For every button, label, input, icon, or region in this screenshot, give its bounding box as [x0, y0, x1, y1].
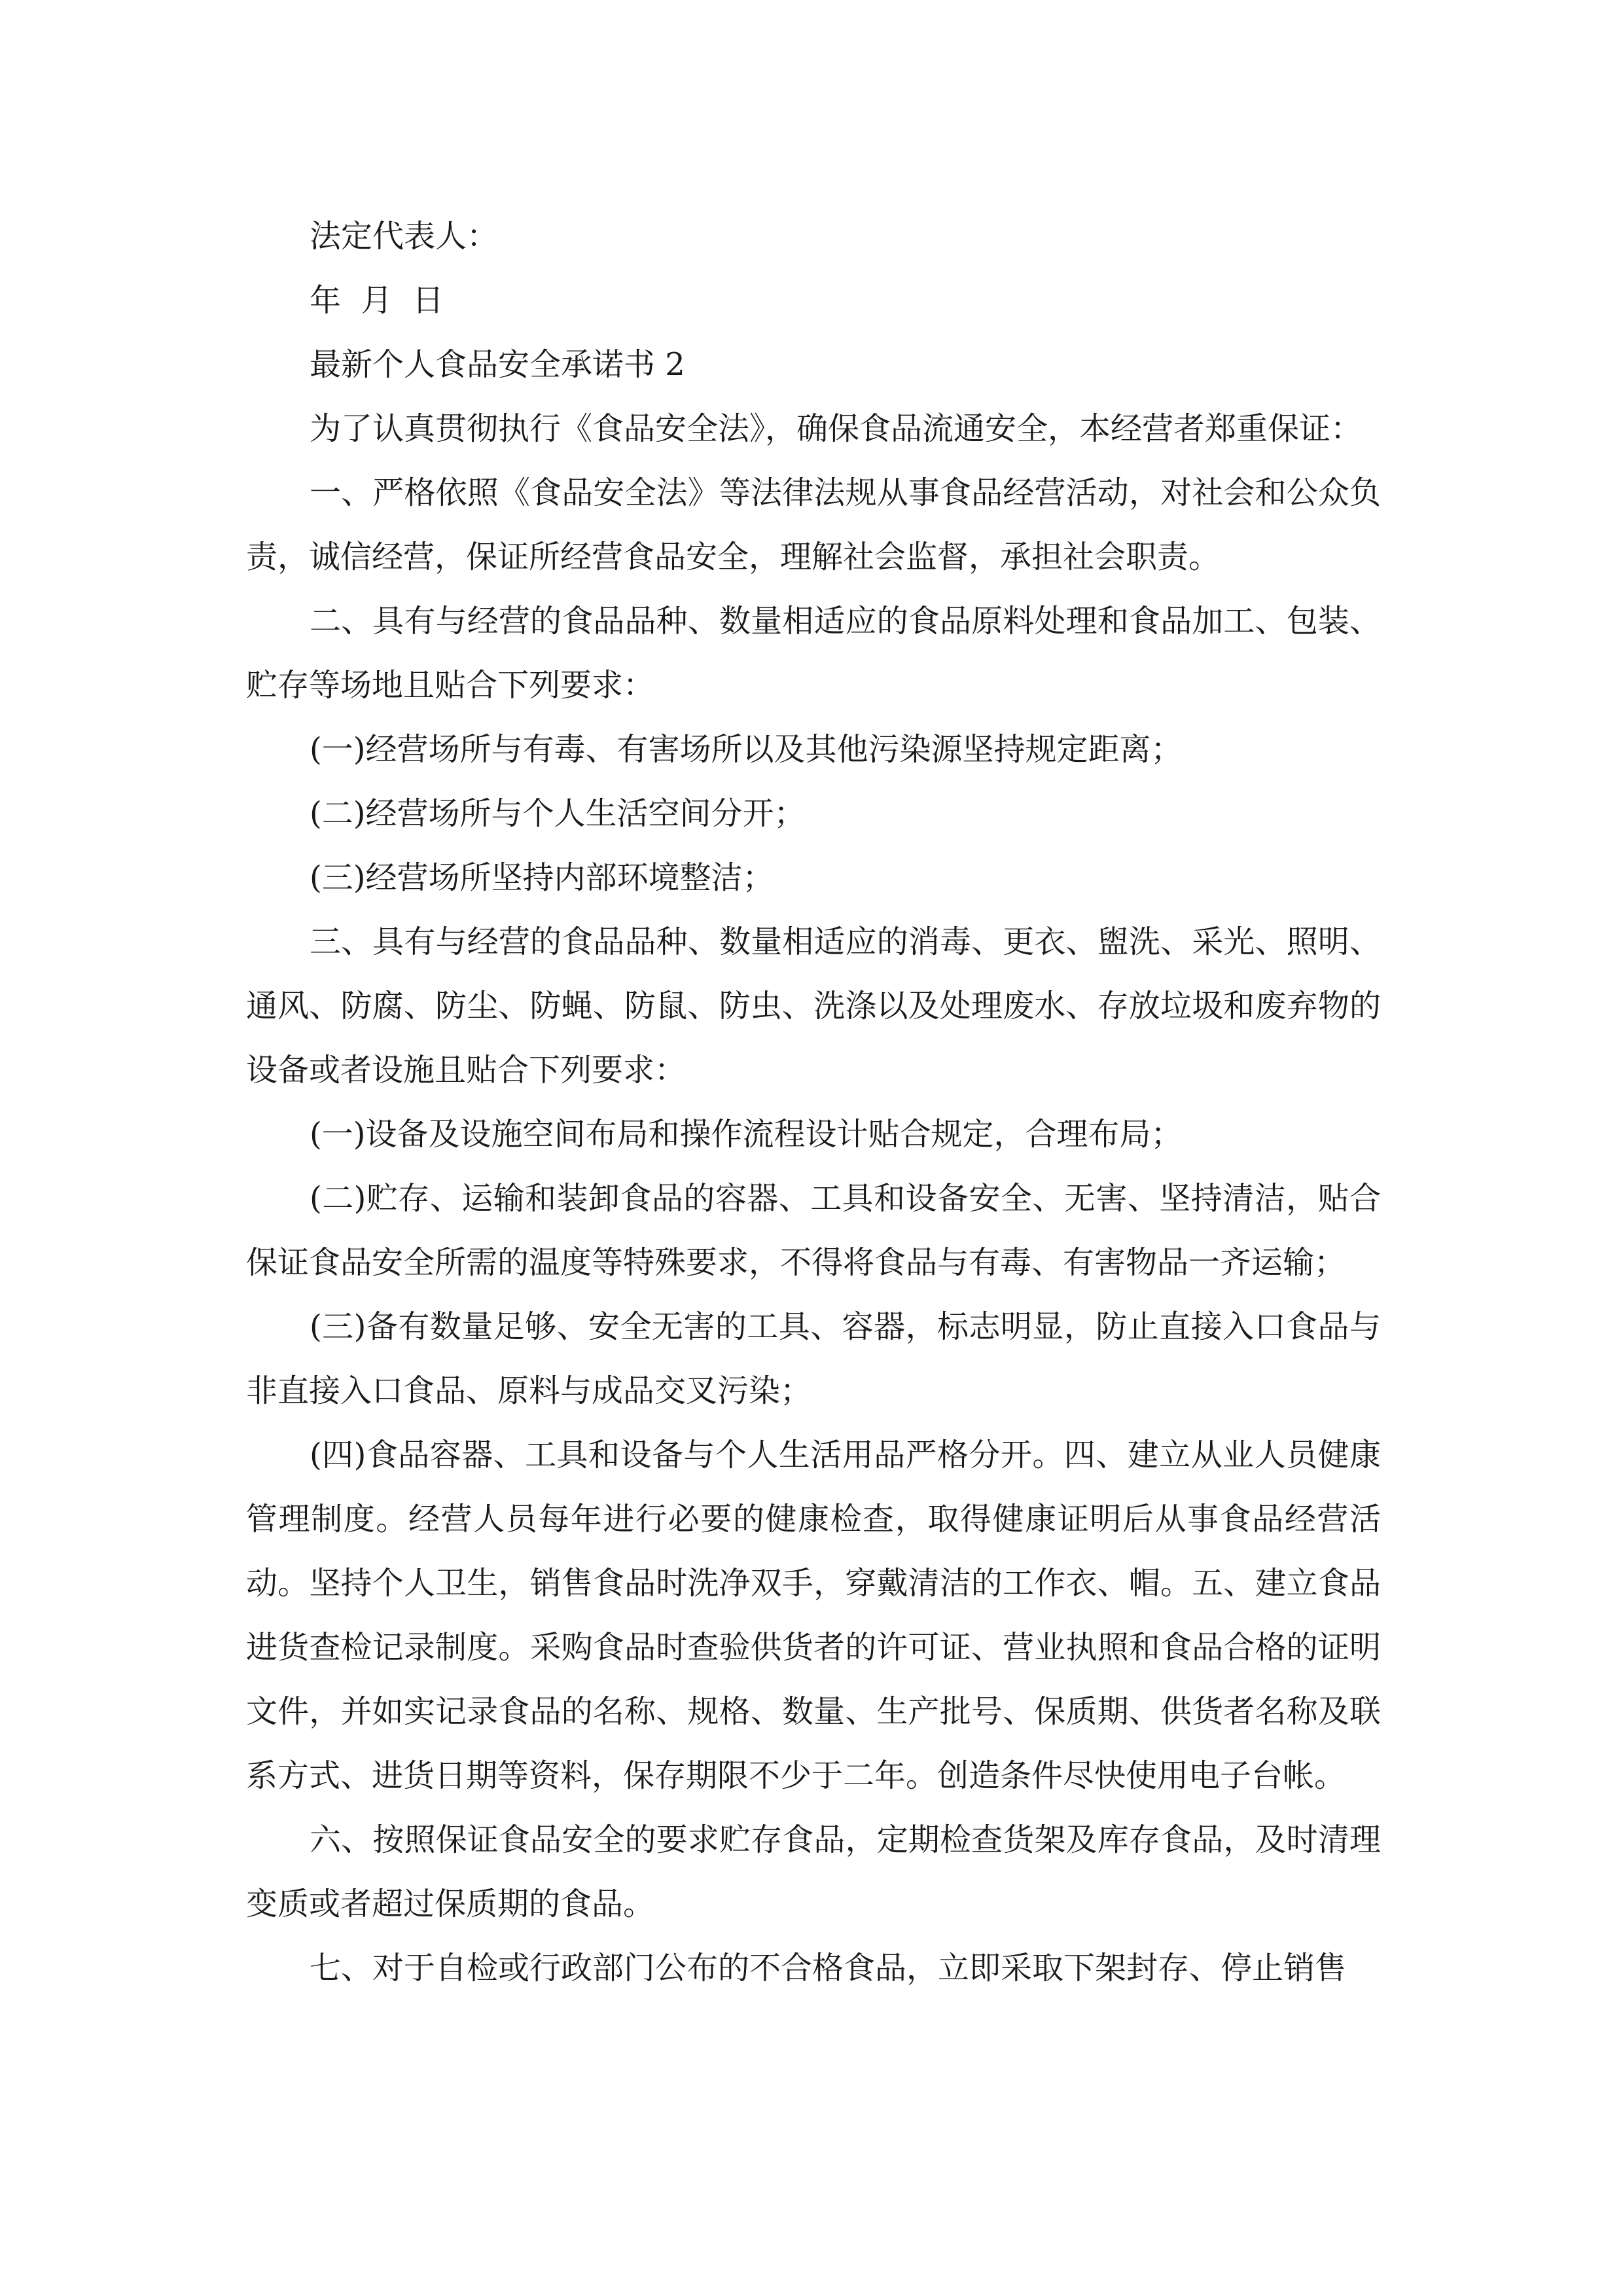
clause-3: 三、具有与经营的食品品种、数量相适应的消毒、更衣、盥洗、采光、照明、通风、防腐、防尘、防蝇、防鼠、防虫、洗涤以及处理废水、存放垃圾和废弃物的设备或者设施且贴合下列要求：	[246, 924, 1381, 1088]
clause-2-sub-2: (二)经营场所与个人生活空间分开；	[310, 795, 806, 832]
intro-paragraph: 为了认真贯彻执行《食品安全法》，确保食品流通安全，本经营者郑重保证：	[310, 410, 1363, 447]
signature-label: 法定代表人：	[310, 218, 499, 255]
clause-2: 二、具有与经营的食品品种、数量相适应的食品原料处理和食品加工、包装、贮存等场地且贴合下列要求：	[246, 603, 1381, 704]
document-title: 最新个人食品安全承诺书 2	[310, 346, 685, 383]
clause-2-sub-1: (一)经营场所与有毒、有害场所以及其他污染源坚持规定距离；	[310, 731, 1183, 768]
clause-3-sub-3: (三)备有数量足够、安全无害的工具、容器，标志明显，防止直接入口食品与非直接入口食品、原料与成品交叉污染；	[246, 1308, 1381, 1409]
clause-1: 一、严格依照《食品安全法》等法律法规从事食品经营活动，对社会和公众负责，诚信经营，保证所经营食品安全，理解社会监督，承担社会职责。	[246, 475, 1381, 575]
clause-2-sub-3: (三)经营场所坚持内部环境整洁；	[310, 859, 774, 896]
clause-6: 六、按照保证食品安全的要求贮存食品，定期检查货架及库存食品，及时清理变质或者超过保质期的食品。	[246, 1821, 1381, 1922]
clause-7: 七、对于自检或行政部门公布的不合格食品，立即采取下架封存、停止销售	[310, 1950, 1347, 1986]
date-line: 年 月 日	[310, 282, 444, 319]
clause-3-sub-1: (一)设备及设施空间布局和操作流程设计贴合规定，合理布局；	[310, 1116, 1183, 1153]
clause-3-sub-2: (二)贮存、运输和装卸食品的容器、工具和设备安全、无害、坚持清洁，贴合保证食品安全所需的温度等特殊要求，不得将食品与有毒、有害物品一齐运输；	[246, 1180, 1381, 1281]
clause-3-sub-4: (四)食品容器、工具和设备与个人生活用品严格分开。四、建立从业人员健康管理制度。经营人员每年进行必要的健康检查，取得健康证明后从事食品经营活动。坚持个人卫生，销售食品时洗净双手，穿戴清洁的工作衣、帽。五、建立食品进货查检记录制度。采购食品时查验供货者的许可证、营业执照和食品合格的证明文件，并如实记录食品的名称、规格、数量、生产批号、保质期、供货者名称及联系方式、进货日期等资料，保存期限不少于二年。创造条件尽快使用电子台帐。	[246, 1437, 1381, 1794]
document-body	[246, 204, 1381, 2000]
